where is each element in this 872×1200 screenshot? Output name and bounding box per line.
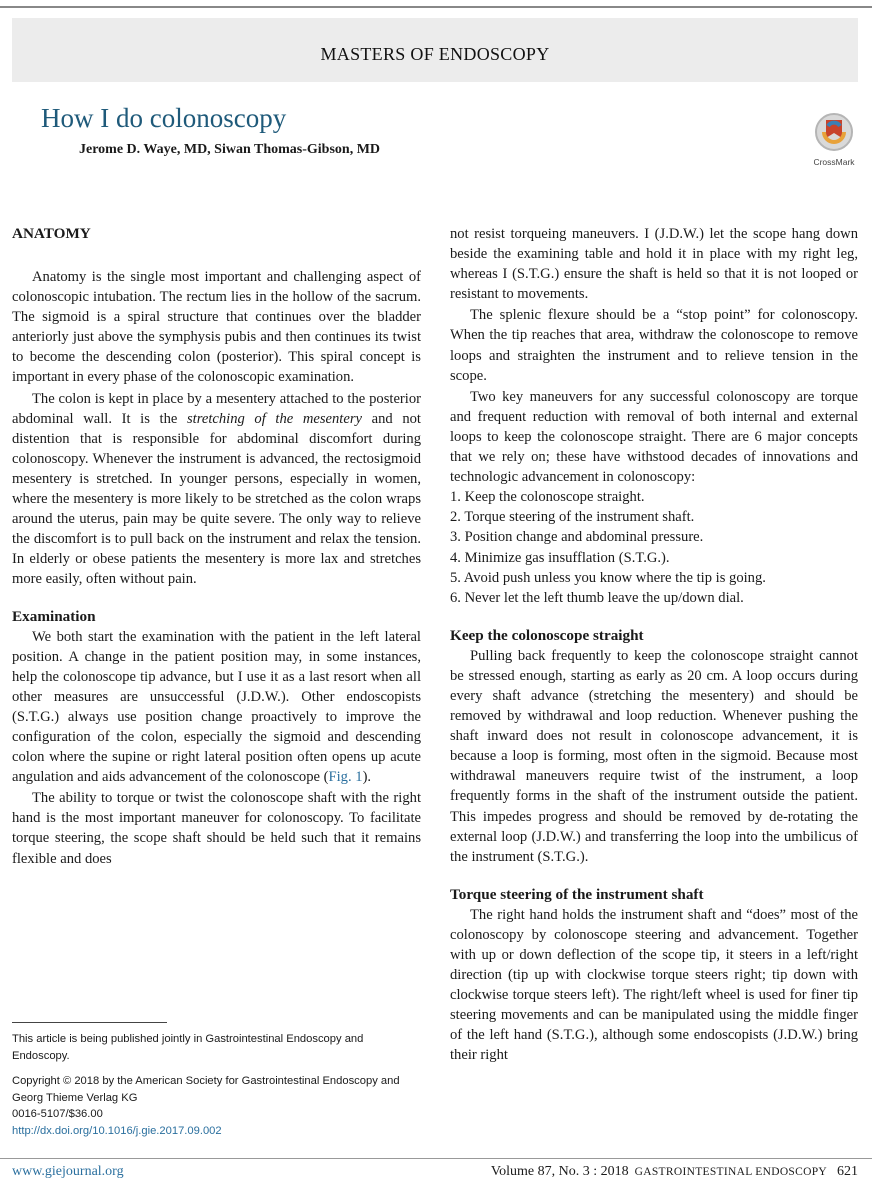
concepts-list [450,487,858,608]
list-item: 2. Torque steering of the instrument shaft. [450,509,695,526]
crossmark-icon [814,112,854,154]
copyright-block [12,1073,422,1139]
crossmark-label: CrossMark [813,157,855,167]
list-item: 5. Avoid push unless you know where the tip is going. [450,569,766,586]
emphasis-text: stretching of the mesentery [186,410,362,427]
page-info [491,1164,858,1180]
left-column [12,224,421,869]
anatomy-paragraph-2: The colon is kept in place by a mesentery attached to the posterior abdominal wall. It is the stretching of the mesentery and not distention that is responsible for abdominal discomfort during colonoscopy. Whenever the instrument is advanced, the rectosigmoid mesentery is stretched. In younger persons, especially in women, where the mesentery is more likely to be stretched as the colon wraps around the uterus, pain may be quite severe. The only way to relieve the discomfort is to pull back on the instrument and relax the tension. In elderly or obese patients the mesentery is more lax and stretches more easily, often without pain. [12,390,421,588]
continued-paragraph: not resist torqueing maneuvers. I (J.D.W.) let the scope hang down beside the examining table and hold it in place with my right leg, whereas I (S.T.G.) ensure the shaft is held so that it is not looped or resistant to movements. [450,226,858,303]
journal-website-link[interactable]: www.giejournal.org [12,1164,124,1179]
examination-paragraph-1: We both start the examination with the patient in the left lateral position. A change in the patient position may, in some instances, help the colonoscope tip advance, but I use it as a last resort when all other measures are unsuccessful (J.D.W.). Other endoscopists (S.T.G.) always use position change proactively to improve the configuration of the colon, especially the sigmoid and descending colon where the supine or right lateral position often opens up acute angulation and aids advancement of the colonoscope (Fig. 1). [12,628,421,786]
footnote-rule [12,1022,167,1023]
torque-steering-heading: Torque steering of the instrument shaft [450,885,704,903]
anatomy-heading: ANATOMY [12,225,91,242]
footer-rule [0,1158,872,1159]
top-rule [0,6,872,8]
list-item: 6. Never let the left thumb leave the up/down dial. [450,589,744,606]
figure-1-link[interactable]: Fig. 1 [328,769,363,786]
article-authors: Jerome D. Waye, MD, Siwan Thomas-Gibson, MD [79,142,381,157]
list-item: 4. Minimize gas insufflation (S.T.G.). [450,549,670,566]
list-item: 3. Position change and abdominal pressure. [450,529,704,546]
doi-link[interactable]: http://dx.doi.org/10.1016/j.gie.2017.09.002 [12,1124,222,1137]
examination-heading: Examination [12,607,96,625]
copyright-text: Copyright © 2018 by the American Society for Gastrointestinal Endoscopy and Georg Thieme Verlag KG [12,1075,400,1104]
list-item: 1. Keep the colonoscope straight. [450,489,645,506]
splenic-flexure-paragraph: The splenic flexure should be a “stop point” for colonoscopy. When the tip reaches that area, withdraw the colonoscope to remove loops and straighten the instrument and to relieve tension in the scope. [450,307,858,384]
examination-paragraph-2: The ability to torque or twist the colonoscope shaft with the right hand is the most important maneuver for colonoscopy. To facilitate torque steering, the scope shaft should be held such that it remains flexible and does [12,790,421,867]
issn-text: 0016-5107/$36.00 [12,1108,103,1120]
anatomy-paragraph-1: Anatomy is the single most important and challenging aspect of colonoscopic intubation. The rectum lies in the hollow of the sacrum. The sigmoid is a spiral structure that continues over the bladder anteriorly just above the symphysis pubis and then continues its twist to become the descending colon (posterior). This spiral concept is important in every phase of the colonoscopic examination. [12,269,421,386]
volume-info: Volume 87, No. 3 : 2018 [490,1164,629,1179]
section-banner: MASTERS OF ENDOSCOPY [12,18,858,82]
torque-steering-paragraph: The right hand holds the instrument shaft and “does” most of the colonoscopy by colonoscope steering and advancement. Together with up or down deflection of the scope tip, it steers in a left/right direction (tip up with clockwise torque steers right; tip down with clockwise torque steers left). The right/left wheel is used for finer tip steering movements and can be manipulated using the middle finger of the left hand (S.T.G.), although some endoscopists (J.D.W.) bring their right [450,906,858,1064]
publication-note: This article is being published jointly in Gastrointestinal Endoscopy and Endoscopy. [12,1033,364,1062]
keep-straight-heading: Keep the colonoscope straight [450,626,644,644]
journal-name: GASTROINTESTINAL ENDOSCOPY [634,1166,827,1178]
keep-straight-paragraph: Pulling back frequently to keep the colonoscope straight cannot be stressed enough, starting as early as 20 cm. A loop occurs during every shaft advance (stretching the mesentery) and should be removed by withdrawal and loop reduction. Whenever pushing the shaft inward does not result in colonoscope advancement, it is because a loop is forming, most often in the sigmoid. Because most withdrawal maneuvers require twist of the instrument, a loop frequently forms in the shaft of the instrument outside the patient. This impedes progress and should be removed by de-rotating the external loop (J.D.W.) and transferring the loop into the umbilicus of the instrument (S.T.G.). [450,647,858,865]
key-maneuvers-paragraph: Two key maneuvers for any successful colonoscopy are torque and frequent reduction with removal of both internal and external loops to keep the colonoscope straight. There are 6 major concepts that we rely on; these have withstood decades of innovations and technologic advancement in colonoscopy: [450,388,858,486]
article-title: How I do colonoscopy [41,103,287,133]
right-column [450,224,858,1066]
page-number: 621 [837,1164,858,1179]
crossmark-badge[interactable] [810,112,858,167]
